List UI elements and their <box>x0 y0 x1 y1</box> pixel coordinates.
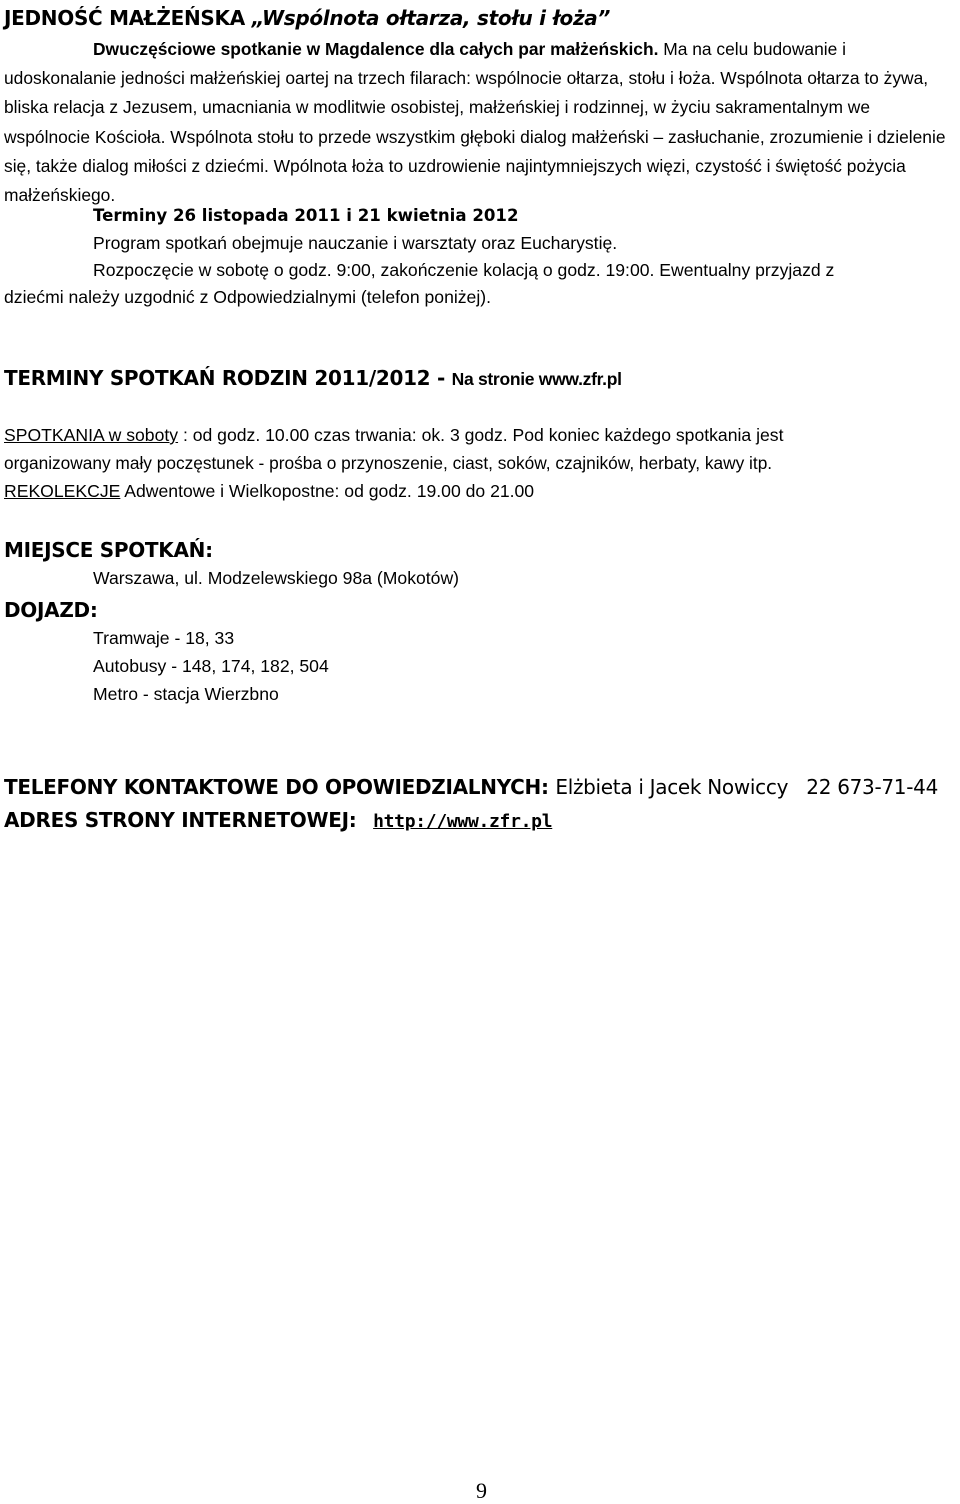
terminy-title: TERMINY SPOTKAŃ RODZIN 2011/2012 - <box>4 366 445 390</box>
rekolekcje-line <box>4 481 534 502</box>
intro-title-main: JEDNOŚĆ MAŁŻEŃSKA <box>4 6 245 30</box>
spotkania-details: : od godz. 10.00 czas trwania: ok. 3 godz. Pod koniec każdego spotkania jest <box>178 425 784 445</box>
spotkania-line1 <box>4 425 783 446</box>
intro-body: Ma na celu budowanie i udoskonalanie jedności małżeńskiej oartej na trzech filarach: wspólnocie ołtarza, stołu i łoża. Wspólnota ołtarza to żywa, bliska relacja z Jezusem, umacniania w modlitwie osobistej, małżeńskiej i rodzinnej, w życiu sakramentalnym we wspólnocie Kościoła. Wspólnota stołu to przede wszystkim głęboki dialog małżeński – zasłuchanie, zrozumienie i dzielenie się, także dialog miłości z dziećmi. Wpólnota łoża to uzdrowienie najintymniejszych więzi, czystość i świętość pożycia małżeńskiego. <box>4 39 946 206</box>
intro-lead: Dwuczęściowe spotkanie w Magdalence dla całych par małżeńskich. <box>93 39 659 59</box>
dojazd-bus: Autobusy - 148, 174, 182, 504 <box>93 656 329 676</box>
intro-program: Program spotkań obejmuje nauczanie i warsztaty oraz Eucharystię. <box>93 233 618 253</box>
terminy-site-note: Na stronie www.zfr.pl <box>451 369 622 389</box>
kontakt-phones <box>4 775 938 799</box>
rekolekcje-link[interactable]: REKOLEKCJE <box>4 481 121 501</box>
dojazd-tram: Tramwaje - 18, 33 <box>93 628 235 648</box>
intro-title-sub: „Wspólnota ołtarza, stołu i łoża” <box>251 6 611 30</box>
kontakt-phones-label: TELEFONY KONTAKTOWE DO OPOWIEDZIALNYCH: <box>4 775 549 799</box>
spotkania-link[interactable]: SPOTKANIA w soboty <box>4 425 179 445</box>
terminy-heading <box>4 366 622 390</box>
kontakt-web <box>4 808 552 832</box>
intro-start: Rozpoczęcie w sobotę o godz. 9:00, zakończenie kolacją o godz. 19:00. Ewentualny przyjazd z <box>93 260 835 280</box>
kontakt-phones-value: Elżbieta i Jacek Nowiccy 22 673-71-44 <box>555 775 938 799</box>
miejsce-address: Warszawa, ul. Modzelewskiego 98a (Mokotów) <box>93 568 460 588</box>
intro-title <box>4 6 610 30</box>
rekolekcje-details: Adwentowe i Wielkopostne: od godz. 19.00 do 21.00 <box>120 481 535 501</box>
spotkania-line2: organizowany mały poczęstunek - prośba o przynoszenie, ciast, soków, czajników, herbaty, kawy itp. <box>4 453 773 473</box>
dojazd-metro: Metro - stacja Wierzbno <box>93 684 279 704</box>
intro-terms: Terminy 26 listopada 2011 i 21 kwietnia 2012 <box>93 206 519 225</box>
intro-children: dziećmi należy uzgodnić z Odpowiedzialnymi (telefon poniżej). <box>4 287 491 307</box>
kontakt-web-label: ADRES STRONY INTERNETOWEJ: <box>4 808 357 832</box>
intro-paragraph <box>4 35 958 210</box>
kontakt-web-link[interactable]: http://www.zfr.pl <box>373 811 553 832</box>
miejsce-heading: MIEJSCE SPOTKAŃ: <box>4 538 213 562</box>
page-number: 9 <box>476 1478 487 1503</box>
dojazd-heading: DOJAZD: <box>4 598 98 622</box>
